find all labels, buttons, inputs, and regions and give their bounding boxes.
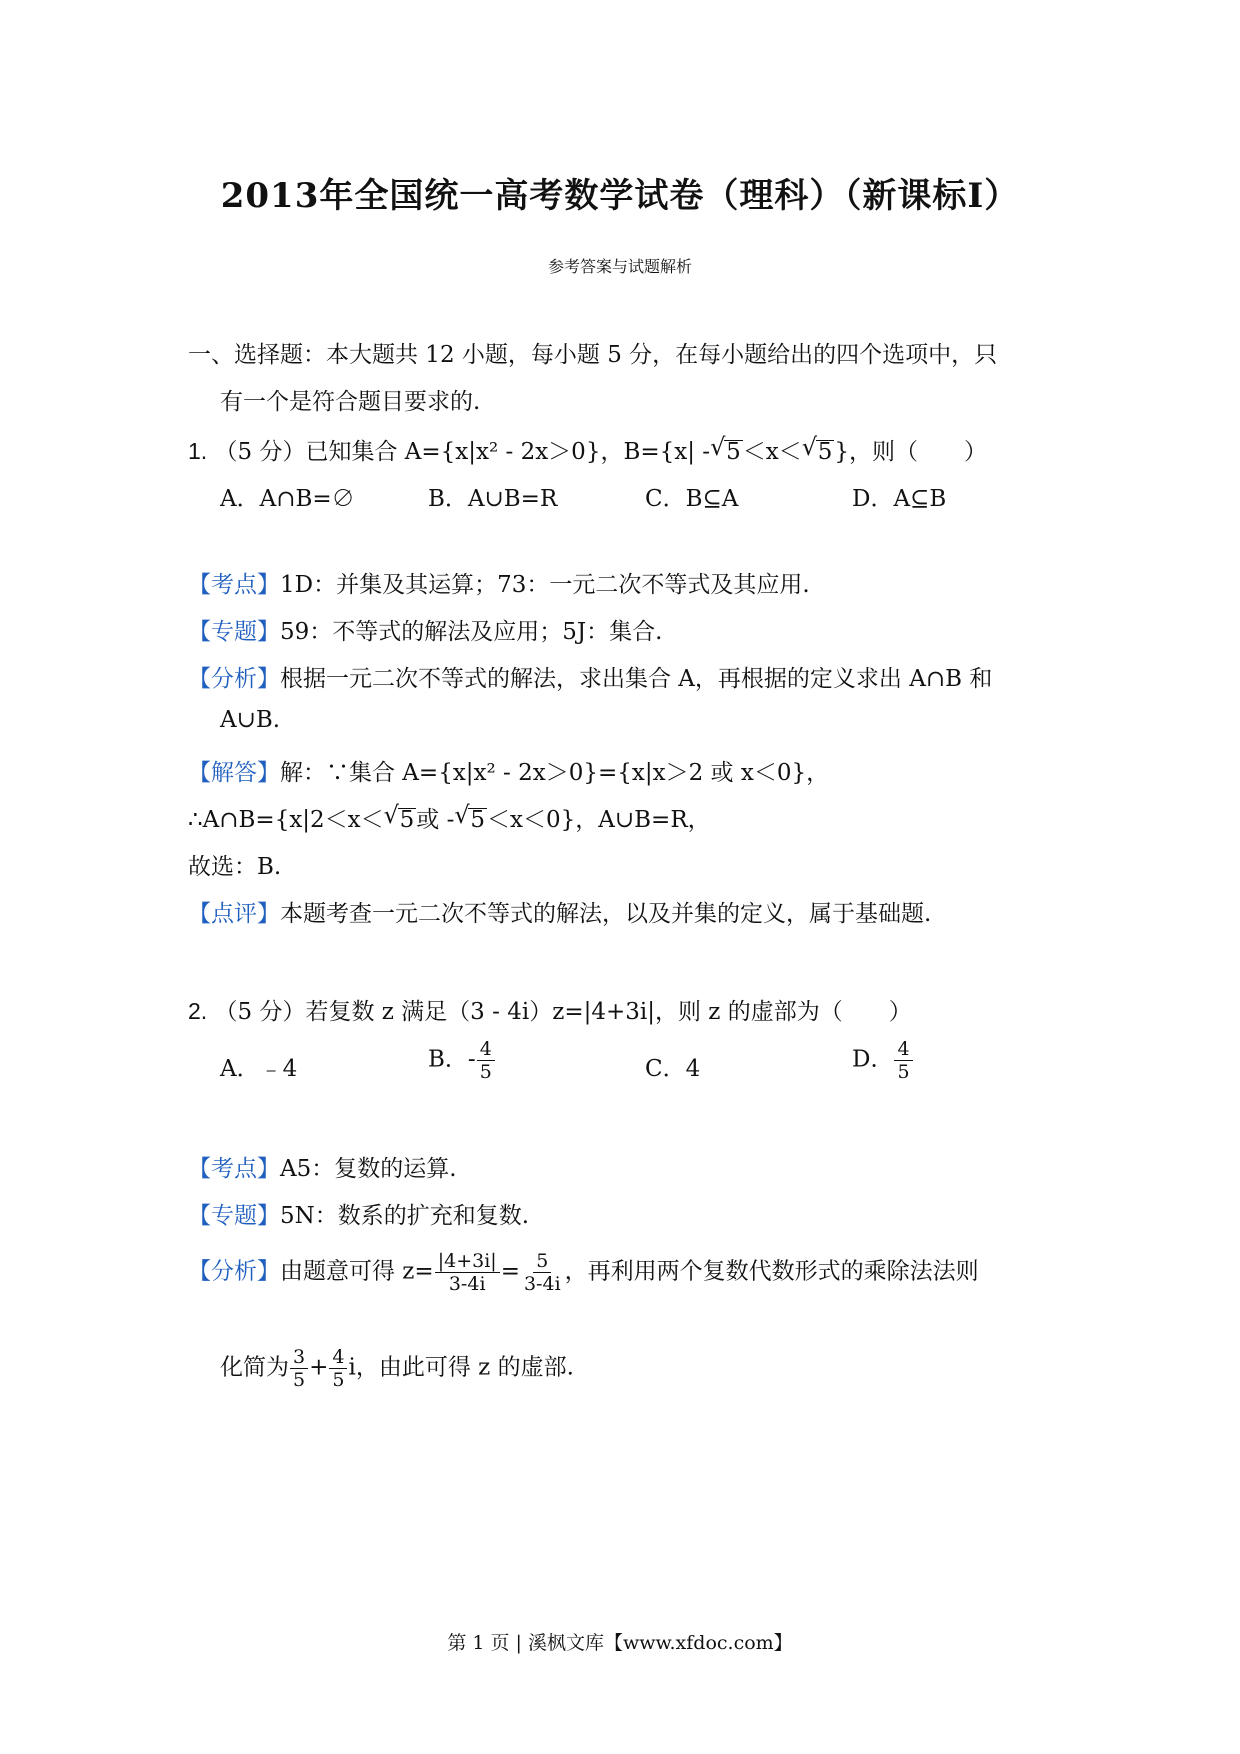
zhuanti-tag: 【专题】 bbox=[188, 619, 280, 645]
sqrt-5: √ 5 bbox=[383, 801, 415, 833]
sqrt-5: √ 5 bbox=[454, 801, 486, 833]
page-subtitle: 参考答案与试题解析 bbox=[547, 257, 692, 276]
q1-text-mid: ＜x＜ bbox=[742, 439, 802, 465]
q1-jieda: 【解答】解：∵集合 A={x|x² - 2x＞0}={x|x＞2 或 x＜0}， bbox=[188, 760, 830, 786]
q1-jieda-cont: ∴A∩B={x|2＜x＜ √ 5或 - √ 5＜x＜0}，A∪B=R， bbox=[188, 801, 711, 833]
q2-fenxi-cont: 化简为 $\frac{3}{5}$ + $\frac{4}{5}$ i，由此可得 z 的虚部. bbox=[220, 1346, 574, 1391]
q1-option-b: B．A∪B=R bbox=[428, 486, 558, 512]
q1-option-a: A．A∩B=∅ bbox=[220, 486, 355, 512]
fraction: $\frac{|4+3i|}{3-4i}$ bbox=[435, 1250, 500, 1295]
fraction: $\frac{4}{5}$ bbox=[477, 1038, 495, 1083]
fraction: $\frac{3}{5}$ bbox=[290, 1346, 308, 1391]
sqrt-icon: √ bbox=[454, 801, 470, 829]
fenxi-tag: 【分析】 bbox=[188, 1258, 280, 1285]
q1-text-tail: }，则（ ） bbox=[834, 439, 987, 465]
q2-option-b: B．- $\frac{4}{5}$ bbox=[428, 1038, 496, 1083]
q1-stem bbox=[188, 433, 987, 466]
q2-fenxi: 【分析】由题意可得 z= $\frac{|4+3i|}{3-4i}$ = $\frac{5}{3-4i}$ ，再利用两个复数代数形式的乘除法法则 bbox=[188, 1250, 979, 1295]
q1-option-c: C．B⊆A bbox=[645, 486, 739, 512]
q2-option-a: A．﹣4 bbox=[220, 1056, 298, 1082]
q1-option-d: D．A⊆B bbox=[852, 486, 947, 512]
fraction: $\frac{4}{5}$ bbox=[329, 1346, 347, 1391]
q1-zhuanti: 【专题】59：不等式的解法及应用；5J：集合. bbox=[188, 619, 663, 645]
q1-fenxi-cont: A∪B. bbox=[220, 707, 281, 733]
kaodian-tag: 【考点】 bbox=[188, 572, 280, 598]
q1-number: 1. bbox=[188, 438, 208, 464]
section-heading-cont: 有一个是符合题目要求的. bbox=[220, 389, 481, 415]
fraction: $\frac{4}{5}$ bbox=[894, 1038, 912, 1083]
q2-stem: 2. （5 分）若复数 z 满足（3 - 4i）z=|4+3i|，则 z 的虚部为（ ） bbox=[188, 998, 912, 1025]
sqrt-5: √ 5 bbox=[801, 433, 833, 465]
jieda-tag: 【解答】 bbox=[188, 760, 280, 786]
page-footer: 第 1 页 | 溪枫文库【www.xfdoc.com】 bbox=[447, 1632, 793, 1654]
zhuanti-tag: 【专题】 bbox=[188, 1203, 280, 1229]
page-title: 2013年全国统一高考数学试卷（理科）（新课标Ⅰ） bbox=[220, 176, 1020, 216]
dianping-tag: 【点评】 bbox=[188, 901, 280, 927]
q1-dianping: 【点评】本题考查一元二次不等式的解法，以及并集的定义，属于基础题. bbox=[188, 901, 932, 927]
sqrt-icon: √ bbox=[801, 433, 817, 461]
q2-option-d: D． $\frac{4}{5}$ bbox=[852, 1038, 914, 1083]
q2-option-c: C．4 bbox=[645, 1056, 701, 1082]
sqrt-icon: √ bbox=[710, 433, 726, 461]
q2-number: 2. bbox=[188, 998, 208, 1024]
q1-answer: 故选：B. bbox=[188, 854, 282, 880]
q2-zhuanti: 【专题】5N：数系的扩充和复数. bbox=[188, 1203, 530, 1229]
fraction: $\frac{5}{3-4i}$ bbox=[523, 1250, 561, 1295]
q1-fenxi: 【分析】根据一元二次不等式的解法，求出集合 A，再根据的定义求出 A∩B 和 bbox=[188, 666, 993, 692]
sqrt-icon: √ bbox=[383, 801, 399, 829]
q1-text: （5 分）已知集合 A={x|x² - 2x＞0}，B={x| - bbox=[214, 439, 711, 465]
q2-kaodian: 【考点】A5：复数的运算. bbox=[188, 1156, 457, 1182]
fenxi-tag: 【分析】 bbox=[188, 666, 280, 692]
section-heading: 一、选择题：本大题共 12 小题，每小题 5 分，在每小题给出的四个选项中，只 bbox=[188, 342, 998, 368]
kaodian-tag: 【考点】 bbox=[188, 1156, 280, 1182]
sqrt-5: √ 5 bbox=[710, 433, 741, 465]
q1-kaodian: 【考点】1D：并集及其运算；73：一元二次不等式及其应用. bbox=[188, 572, 810, 598]
